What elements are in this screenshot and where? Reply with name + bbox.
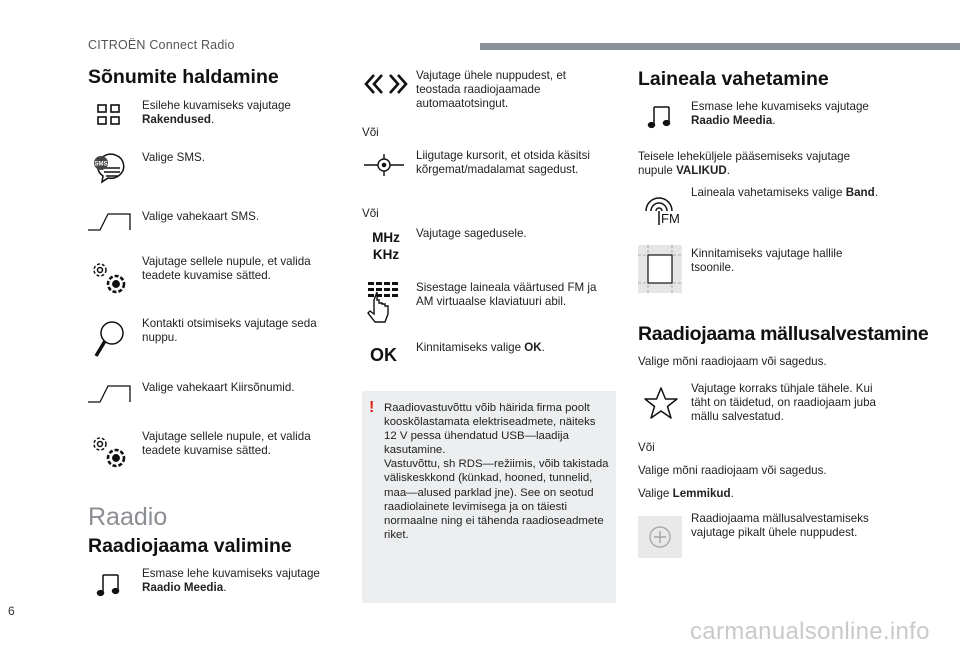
music-note-icon xyxy=(96,572,122,598)
section-title-radio: Raadio xyxy=(88,503,168,531)
item-tab-sms-text: Valige vahekaart SMS. xyxy=(142,210,260,223)
plus-box-icon[interactable] xyxy=(638,516,682,558)
page-number: 6 xyxy=(8,604,15,618)
settings-gears-icon xyxy=(88,258,130,296)
item-keypad-text: Sisestage laineala väärtused FM ja AM virtuaalse klaviatuuri abil. xyxy=(416,281,597,309)
item-radio-media-text-2: Esmase lehe kuvamiseks vajutage Raadio Meedia. xyxy=(691,100,869,128)
item-grey-zone-text: Kinnitamiseks vajutage hallile tsoonile. xyxy=(691,247,843,275)
select-station-text-2: Valige mõni raadiojaam või sagedus. xyxy=(638,464,827,477)
watermark: carmanualsonline.info xyxy=(690,618,930,645)
item-radio-media-text-1: Esmase lehe kuvamiseks vajutage Raadio Meedia. xyxy=(142,567,320,595)
heading-station-selection: Raadiojaama valimine xyxy=(88,535,292,557)
tab-icon xyxy=(86,384,132,404)
apps-grid-icon xyxy=(96,103,122,127)
options-paragraph: Teisele leheküljele pääsemiseks vajutage nupule VALIKUD. xyxy=(638,150,851,178)
header-bar xyxy=(480,43,960,50)
select-favourites-text: Valige Lemmikud. xyxy=(638,487,734,500)
star-icon[interactable] xyxy=(642,386,680,422)
or-text-1: Või xyxy=(362,126,379,139)
heading-band-change: Laineala vahetamine xyxy=(638,68,829,90)
item-search-text: Kontakti otsimiseks vajutage seda nuppu. xyxy=(142,317,317,345)
item-settings-text-1: Vajutage sellele nupule, et valida teadete kuvamise sätted. xyxy=(142,255,311,283)
tab-icon xyxy=(86,212,132,232)
or-text-2: Või xyxy=(362,207,379,220)
select-station-text-1: Valige mõni raadiojaam või sagedus. xyxy=(638,355,827,368)
fm-band-icon[interactable] xyxy=(643,193,683,227)
slider-cursor-icon[interactable] xyxy=(362,153,406,177)
item-save-station-text: Raadiojaama mällusalvestamiseks vajutage pikalt ühele nuppudest. xyxy=(691,512,869,540)
ok-icon[interactable]: OK xyxy=(370,345,397,365)
or-text-3: Või xyxy=(638,441,655,454)
item-apps-text: Esilehe kuvamiseks vajutage Rakendused. xyxy=(142,99,291,127)
mhz-khz-icon[interactable] xyxy=(369,229,403,263)
warning-mark-icon: ! xyxy=(369,399,375,416)
item-star-text: Vajutage korraks tühjale tähele. Kui täht on täidetud, on raadiojaam juba mällu salvestatud. xyxy=(691,382,876,424)
settings-gears-icon xyxy=(88,432,130,470)
mhz-label: MHz xyxy=(372,230,400,245)
item-frequency-text: Vajutage sagedusele. xyxy=(416,227,527,240)
heading-message-management: Sõnumite haldamine xyxy=(88,66,279,88)
warning-note-text: Raadiovastuvõttu võib häirida firma poolt kooskõlastamata elektriseadmete, näiteks 12 V pessa ühendatud USB—laadija kasutamine. Vastuvõttu, sh RDS—režiimis, võib takistada väliskeskkond (künkad, hooned, tunnelid, maa—alused parklad jne). See on seotud raadiolainete levimisega ja on täiesti normaalne ning ei tähenda raadioseadmete riket. xyxy=(384,402,609,541)
item-settings-text-2: Vajutage sellele nupule, et valida teadete kuvamise sätted. xyxy=(142,430,311,458)
item-band-text: Laineala vahetamiseks valige Band. xyxy=(691,186,878,199)
svg-text:SMS: SMS xyxy=(94,161,108,168)
sms-icon xyxy=(90,150,130,186)
grey-zone-icon[interactable] xyxy=(638,245,682,293)
svg-text:FM: FM xyxy=(661,211,680,226)
khz-label: KHz xyxy=(372,247,400,262)
keypad-touch-icon[interactable] xyxy=(366,280,400,324)
item-slider-text: Liigutage kursorit, et otsida käsitsi kõrgemat/madalamat sagedust. xyxy=(416,149,590,177)
warning-note xyxy=(362,391,616,603)
search-icon xyxy=(92,320,126,360)
heading-station-memory: Raadiojaama mällusalvestamine xyxy=(638,323,929,345)
item-tab-quick-text: Valige vahekaart Kiirsõnumid. xyxy=(142,381,295,394)
item-sms-text: Valige SMS. xyxy=(142,151,205,164)
item-ok-text: Kinnitamiseks valige OK. xyxy=(416,341,545,354)
music-note-icon xyxy=(647,104,673,130)
running-header: CITROËN Connect Radio xyxy=(88,38,235,52)
seek-arrows-icon[interactable] xyxy=(364,72,408,96)
item-seek-text: Vajutage ühele nuppudest, et teostada raadiojaamade automaatotsingut. xyxy=(416,69,566,111)
